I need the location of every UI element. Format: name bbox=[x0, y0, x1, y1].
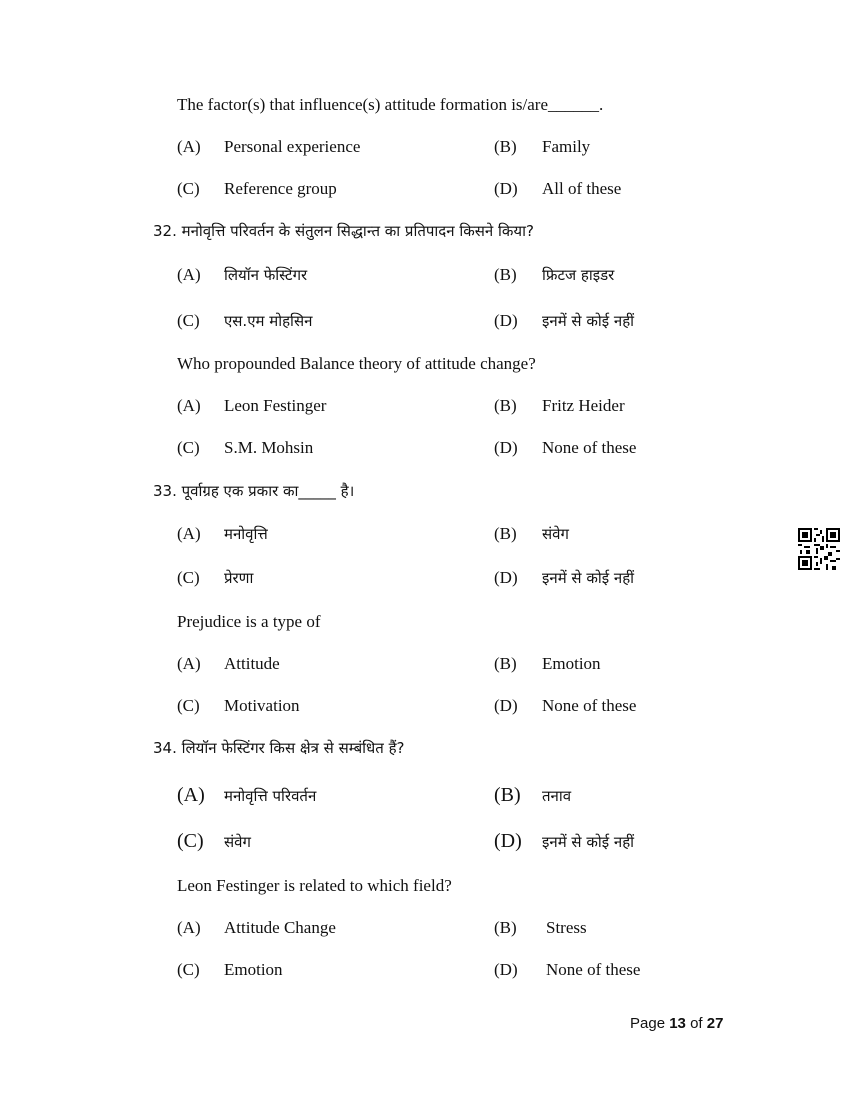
page-word: Page bbox=[630, 1015, 666, 1032]
option-text: Personal experience bbox=[224, 137, 361, 156]
total-pages: 27 bbox=[706, 1015, 724, 1032]
option-text: संवेग bbox=[224, 833, 251, 851]
option-label: (A) bbox=[177, 524, 201, 543]
option-label: (D) bbox=[494, 438, 518, 457]
option-label: (C) bbox=[177, 438, 200, 457]
question-text: Leon Festinger is related to which field? bbox=[177, 876, 452, 895]
option-label: (B) bbox=[494, 524, 517, 543]
option-text: मनोवृत्ति bbox=[224, 525, 268, 543]
option-text: Leon Festinger bbox=[224, 396, 327, 415]
option-label: (A) bbox=[177, 396, 201, 415]
option-label: (C) bbox=[177, 696, 200, 715]
option-label: (A) bbox=[177, 265, 201, 284]
option-text: Emotion bbox=[542, 654, 601, 673]
option-text: इनमें से कोई नहीं bbox=[542, 569, 635, 587]
option-text: Attitude bbox=[224, 654, 280, 673]
current-page: 13 bbox=[669, 1015, 686, 1032]
option-text: None of these bbox=[542, 696, 637, 715]
question-text: Who propounded Balance theory of attitude change? bbox=[177, 354, 536, 373]
of-word: of bbox=[690, 1015, 703, 1032]
option-text: तनाव bbox=[542, 787, 572, 805]
option-label: (B) bbox=[494, 137, 517, 156]
page-number bbox=[630, 1015, 723, 1032]
qr-code-icon bbox=[798, 528, 840, 570]
question-text: 34. लियॉन फेस्टिंगर किस क्षेत्र से सम्बंधित हैं? bbox=[153, 739, 405, 757]
option-text: All of these bbox=[542, 179, 622, 198]
option-text: Motivation bbox=[224, 696, 300, 715]
option-text: S.M. Mohsin bbox=[224, 438, 314, 457]
option-text: None of these bbox=[546, 960, 641, 979]
option-label: (A) bbox=[177, 918, 201, 937]
option-label: (C) bbox=[177, 179, 200, 198]
option-text: Emotion bbox=[224, 960, 283, 979]
question-text: Prejudice is a type of bbox=[177, 612, 321, 631]
option-label: (A) bbox=[177, 784, 205, 806]
option-text: फ्रिटज हाइडर bbox=[542, 266, 615, 284]
option-text: इनमें से कोई नहीं bbox=[542, 312, 635, 330]
option-label: (B) bbox=[494, 265, 517, 284]
option-label: (B) bbox=[494, 396, 517, 415]
option-label: (C) bbox=[177, 311, 200, 330]
option-text: Attitude Change bbox=[224, 918, 336, 937]
question-text: The factor(s) that influence(s) attitude formation is/are______. bbox=[177, 95, 604, 114]
option-label: (C) bbox=[177, 960, 200, 979]
question-text: 33. पूर्वाग्रह एक प्रकार का_____ है। bbox=[153, 482, 355, 500]
option-text: लियॉन फेस्टिंगर bbox=[224, 266, 308, 284]
option-label: (D) bbox=[494, 179, 518, 198]
option-text: Stress bbox=[546, 918, 587, 937]
option-label: (A) bbox=[177, 654, 201, 673]
option-label: (D) bbox=[494, 696, 518, 715]
option-text: Family bbox=[542, 137, 591, 156]
question-text: 32. मनोवृत्ति परिवर्तन के संतुलन सिद्धान्त का प्रतिपादन किसने किया? bbox=[153, 222, 534, 240]
option-text: एस.एम मोहसिन bbox=[224, 312, 313, 330]
option-label: (B) bbox=[494, 654, 517, 673]
option-text: संवेग bbox=[542, 525, 569, 543]
option-label: (C) bbox=[177, 830, 204, 852]
option-text: None of these bbox=[542, 438, 637, 457]
option-label: (D) bbox=[494, 830, 522, 852]
option-label: (D) bbox=[494, 568, 518, 587]
option-label: (B) bbox=[494, 918, 517, 937]
option-text: मनोवृत्ति परिवर्तन bbox=[224, 787, 317, 805]
option-label: (D) bbox=[494, 960, 518, 979]
option-text: प्रेरणा bbox=[224, 569, 254, 587]
option-text: Reference group bbox=[224, 179, 337, 198]
option-text: इनमें से कोई नहीं bbox=[542, 833, 635, 851]
option-label: (C) bbox=[177, 568, 200, 587]
option-label: (B) bbox=[494, 784, 521, 806]
option-text: Fritz Heider bbox=[542, 396, 625, 415]
option-label: (D) bbox=[494, 311, 518, 330]
option-label: (A) bbox=[177, 137, 201, 156]
